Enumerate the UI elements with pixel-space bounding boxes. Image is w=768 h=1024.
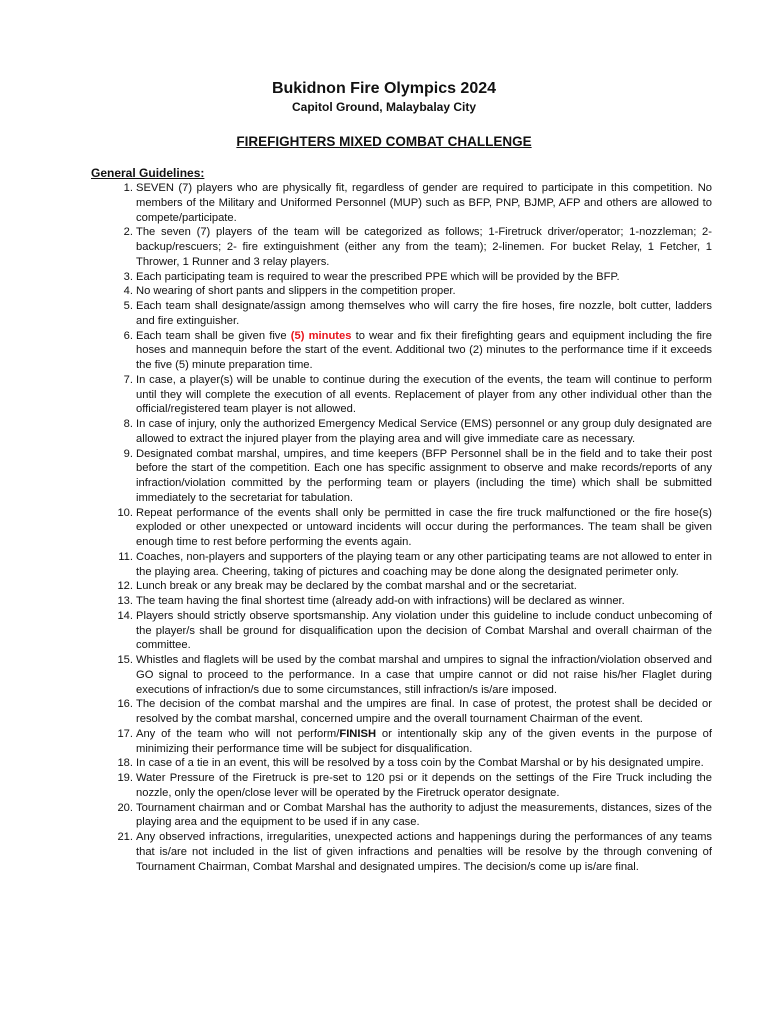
document-title: Bukidnon Fire Olympics 2024 [271, 80, 497, 97]
guideline-item [91, 329, 712, 373]
guideline-number: 18. [117, 757, 133, 770]
guideline-number: 3. [123, 270, 133, 283]
guideline-text: Players should strictly observe sportsmanship. Any violation under this guideline to include conduct unbecoming of the player/s shall be ground for disqualification upon the decision of Combat Marshal and overall chairman of the committee. [136, 609, 712, 652]
guideline-item [91, 506, 712, 550]
guideline-text: The team having the final shortest time (already add-on with infractions) will be declared as winner. [136, 595, 625, 607]
highlighted-duration: (5) minutes [290, 329, 352, 342]
guideline-item [91, 594, 712, 609]
guideline-item [91, 181, 712, 225]
emphasized-word: FINISH [339, 727, 377, 740]
guideline-text: SEVEN (7) players who are physically fit, regardless of gender are required to participate in this competition. No members of the Military and Uniformed Personnel (MUP) such as BFP, PNP, BJMP, AFP and others are allowed to compete/participate. [136, 182, 712, 224]
guideline-number: 17. [117, 727, 133, 740]
guideline-number: 12. [117, 580, 133, 593]
guideline-text: Designated combat marshal, umpires, and time keepers (BFP Personnel shall be in the field and to take their post before the start of the competition. Each one has specific assignment to observe and make records/reports of any infraction/violation committed by the performing team or players (including the time) which shall be submitted immediately to the secretariat for tabulation. [136, 447, 712, 504]
guideline-text [136, 329, 712, 373]
guideline-text: In case, a player(s) will be unable to continue during the execution of the events, the team will continue to perform until they will complete the execution of all events. Replacement of player from any other individual other than the official/registered team player is not allowed. [136, 373, 712, 416]
guideline-text: The seven (7) players of the team will be categorized as follows; 1-Firetruck driver/operator; 1-nozzleman; 2-backup/rescuers; 2- fire extinguishment (either any from the team); 2-linemen. For bucket Relay, 1 Fetcher, 1 Thrower, 1 Runner and 3 relay players. [136, 226, 712, 268]
guideline-item [91, 830, 712, 874]
guideline-item [91, 225, 712, 269]
guideline-number: 4. [123, 285, 133, 298]
guideline-text: In case of injury, only the authorized Emergency Medical Service (EMS) personnel or any group duly designated are allowed to extract the injured player from the playing area and will give immediate care as necessary. [136, 418, 712, 445]
guideline-item [91, 417, 712, 447]
guideline-item [91, 270, 712, 285]
document-subtitle: Capitol Ground, Malaybalay City [291, 100, 477, 114]
guideline-text: Each team shall designate/assign among themselves who will carry the fire hoses, fire nozzle, bolt cutter, ladders and fire extinguisher. [136, 300, 712, 327]
guideline-item [91, 771, 712, 801]
guideline-text: Each participating team is required to wear the prescribed PPE which will be provided by the BFP. [136, 270, 620, 283]
guideline-number: 14. [117, 609, 133, 622]
guideline-item [91, 653, 712, 697]
guideline-text: In case of a tie in an event, this will be resolved by a toss coin by the Combat Marshal or by his designated umpire. [136, 757, 704, 770]
guideline-item [91, 756, 712, 771]
guideline-number: 8. [123, 418, 133, 430]
guideline-text: The decision of the combat marshal and the umpires are final. In case of protest, the protest shall be decided or resolved by the combat marshal, concerned umpire and the overall tournament Chairman of the event. [136, 698, 712, 725]
guideline-item [91, 579, 712, 594]
guideline-number: 1. [123, 182, 133, 194]
guideline-number: 13. [117, 595, 133, 607]
guidelines-list [91, 181, 712, 874]
guideline-text: Coaches, non-players and supporters of the playing team or any other participating teams are not allowed to enter in the playing area. Cheering, taking of pictures and coaching may be done along the designated perimeter only. [136, 550, 712, 578]
guideline-item [91, 609, 712, 653]
guideline-number: 6. [123, 329, 133, 342]
section-title: General Guidelines: [91, 166, 205, 180]
guideline-number: 5. [123, 300, 133, 312]
guideline-number: 15. [117, 654, 133, 666]
guideline-text: Lunch break or any break may be declared by the combat marshal and or the secretariat. [136, 580, 577, 593]
guideline-text [136, 727, 712, 757]
guideline-item [91, 373, 712, 417]
guideline-item [91, 550, 712, 580]
guideline-number: 16. [117, 698, 133, 711]
guideline-item [91, 727, 712, 757]
guideline-text: No wearing of short pants and slippers in the competition proper. [136, 285, 456, 298]
guideline-text-part: Each team shall be given five [136, 329, 291, 342]
guideline-number: 11. [118, 550, 133, 563]
guideline-text: Any observed infractions, irregularities, unexpected actions and happenings during the performances of any teams that is/are not included in the list of given infractions and penalties will be resolve by the through convening of Tournament Chairman, Combat Marshal and designated umpires. The decision/s come up is/are final. [136, 831, 712, 873]
guideline-number: 20. [117, 801, 133, 814]
guideline-text: Tournament chairman and or Combat Marshal has the authority to adjust the measurements, distances, sizes of the playing area and the equipment to be used if in any case. [136, 801, 712, 829]
guideline-text-part: or intentionally skip any of the given events in the purpose of minimizing their performance time will be subject for disqualification. [136, 727, 712, 755]
event-heading: FIREFIGHTERS MIXED COMBAT CHALLENGE [236, 134, 532, 149]
guideline-number: 2. [123, 226, 133, 239]
guideline-number: 10. [117, 506, 133, 519]
guideline-text: Repeat performance of the events shall only be permitted in case the fire truck malfunctioned or the fire hose(s) exploded or other unexpected or untoward incidents will occur during the performances. The team shall be given enough time to rest before performing the events again. [136, 506, 712, 548]
guideline-text-part: to wear and fix their firefighting gears and equipment including the fire hoses and mannequin before the start of the event. Additional two (2) minutes to the performance time if it exceeds the five (5) minute preparation time. [136, 329, 712, 371]
guideline-text-part: Any of the team who will not perform/ [136, 727, 340, 740]
guideline-number: 21. [117, 831, 133, 843]
guideline-item [91, 447, 712, 506]
guideline-item [91, 801, 712, 831]
guideline-text: Whistles and flaglets will be used by the combat marshal and umpires to signal the infraction/violation observed and GO signal to proceed to the performance. In a case that umpire cannot or did not raise his/her Flaglet during executions of infraction/s due to some circumstances, still infraction/s is/are imposed. [136, 654, 712, 696]
guideline-text: Water Pressure of the Firetruck is pre-set to 120 psi or it depends on the settings of the Fire Truck including the nozzle, only the open/close lever will be operated by the Firetruck operator designate. [136, 772, 712, 799]
guideline-item [91, 284, 712, 299]
guideline-number: 7. [123, 373, 133, 386]
guideline-number: 19. [117, 772, 133, 784]
guideline-item [91, 697, 712, 727]
guideline-number: 9. [123, 447, 133, 460]
guideline-item [91, 299, 712, 329]
